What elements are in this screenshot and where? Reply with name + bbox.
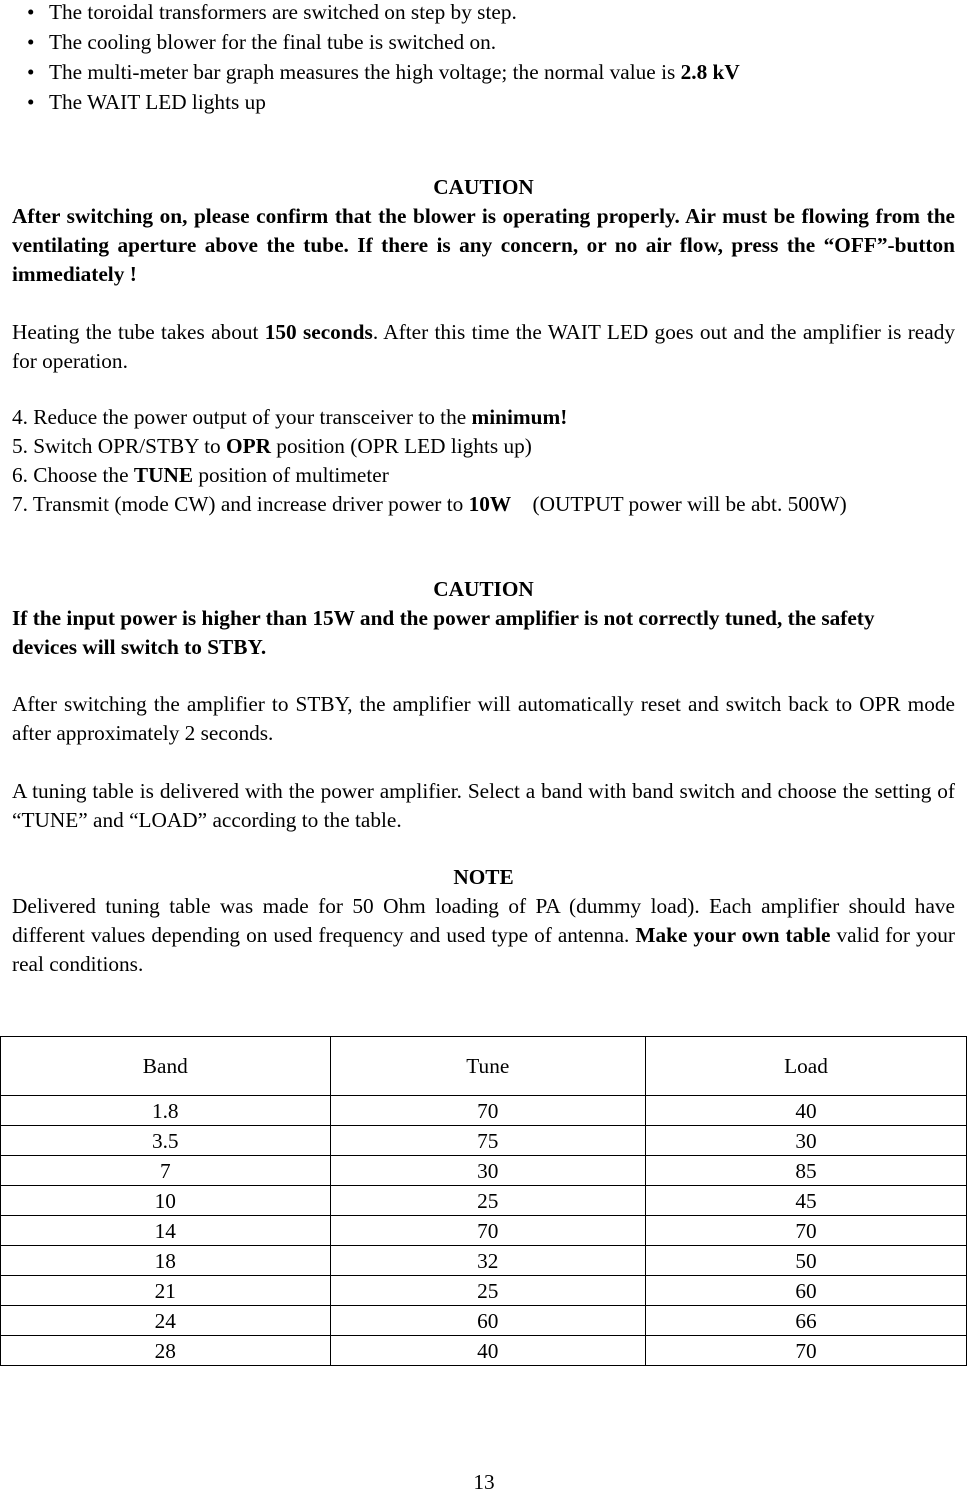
step-item: 7. Transmit (mode CW) and increase driver power to 10W (OUTPUT power will be abt. 500W) [12, 492, 847, 516]
table-cell: 66 [646, 1306, 967, 1336]
table-cell: 18 [1, 1246, 331, 1276]
table-cell: 60 [330, 1306, 646, 1336]
bullet-item: • The WAIT LED lights up [27, 90, 266, 114]
bullet-item: • The cooling blower for the final tube is switched on. [27, 30, 497, 54]
table-row [1, 1156, 967, 1186]
page-number: 13 [473, 1470, 495, 1494]
steps-list [12, 403, 955, 519]
bullet-item: • The multi-meter bar graph measures the high voltage; the normal value is 2.8 kV [27, 60, 740, 84]
bullet-list [12, 0, 952, 120]
table-header-row [1, 1037, 967, 1096]
table-cell: 40 [646, 1096, 967, 1126]
note-text: Delivered tuning table was made for 50 Ohm loading of PA (dummy load). Each amplifier should have different values depending on used frequency and used type of antenna. Make your own table valid for your real conditions. [12, 894, 955, 976]
table-cell: 30 [330, 1156, 646, 1186]
table-row [1, 1306, 967, 1336]
table-cell: 28 [1, 1336, 331, 1366]
bullet-item: • The toroidal transformers are switched on step by step. [27, 0, 517, 24]
table-cell: 24 [1, 1306, 331, 1336]
table-row [1, 1246, 967, 1276]
caution-title: CAUTION [433, 175, 534, 199]
step-item: 4. Reduce the power output of your transceiver to the minimum! [12, 405, 568, 429]
table-header-cell: Band [1, 1037, 331, 1096]
table-cell: 7 [1, 1156, 331, 1186]
caution-text: After switching on, please confirm that the blower is operating properly. Air must be flowing from the ventilating aperture above the tube. If there is any concern, or no air flow, press the “OFF”-button immediately ! [12, 204, 955, 286]
table-cell: 25 [330, 1276, 646, 1306]
table-cell: 21 [1, 1276, 331, 1306]
table-header-cell: Tune [330, 1037, 646, 1096]
note-title: NOTE [453, 865, 514, 889]
caution-text: If the input power is higher than 15W and the power amplifier is not correctly tuned, the safety devices will switch to STBY. [12, 606, 875, 659]
table-cell: 70 [330, 1096, 646, 1126]
table-cell: 14 [1, 1216, 331, 1246]
tuning-table [0, 1036, 967, 1366]
table-cell: 32 [330, 1246, 646, 1276]
step-item: 5. Switch OPR/STBY to OPR position (OPR LED lights up) [12, 434, 532, 458]
table-cell: 25 [330, 1186, 646, 1216]
table-cell: 40 [330, 1336, 646, 1366]
table-cell: 75 [330, 1126, 646, 1156]
table-cell: 10 [1, 1186, 331, 1216]
table-row [1, 1186, 967, 1216]
table-header-cell: Load [646, 1037, 967, 1096]
table-cell: 60 [646, 1276, 967, 1306]
heating-paragraph: Heating the tube takes about 150 seconds. After this time the WAIT LED goes out and the amplifier is ready for operation. [12, 320, 955, 373]
table-cell: 85 [646, 1156, 967, 1186]
table-cell: 45 [646, 1186, 967, 1216]
caution-title: CAUTION [433, 577, 534, 601]
table-cell: 50 [646, 1246, 967, 1276]
table-row [1, 1276, 967, 1306]
tuning-paragraph: A tuning table is delivered with the power amplifier. Select a band with band switch and choose the setting of “TUNE” and “LOAD” according to the table. [12, 779, 955, 832]
table-cell: 70 [646, 1216, 967, 1246]
table-row [1, 1096, 967, 1126]
table-row [1, 1216, 967, 1246]
table-cell: 1.8 [1, 1096, 331, 1126]
step-item: 6. Choose the TUNE position of multimeter [12, 463, 389, 487]
reset-paragraph: After switching the amplifier to STBY, the amplifier will automatically reset and switch back to OPR mode after approximately 2 seconds. [12, 692, 955, 745]
table-row [1, 1126, 967, 1156]
table-cell: 70 [330, 1216, 646, 1246]
table-cell: 3.5 [1, 1126, 331, 1156]
table-cell: 30 [646, 1126, 967, 1156]
table-cell: 70 [646, 1336, 967, 1366]
table-row [1, 1336, 967, 1366]
